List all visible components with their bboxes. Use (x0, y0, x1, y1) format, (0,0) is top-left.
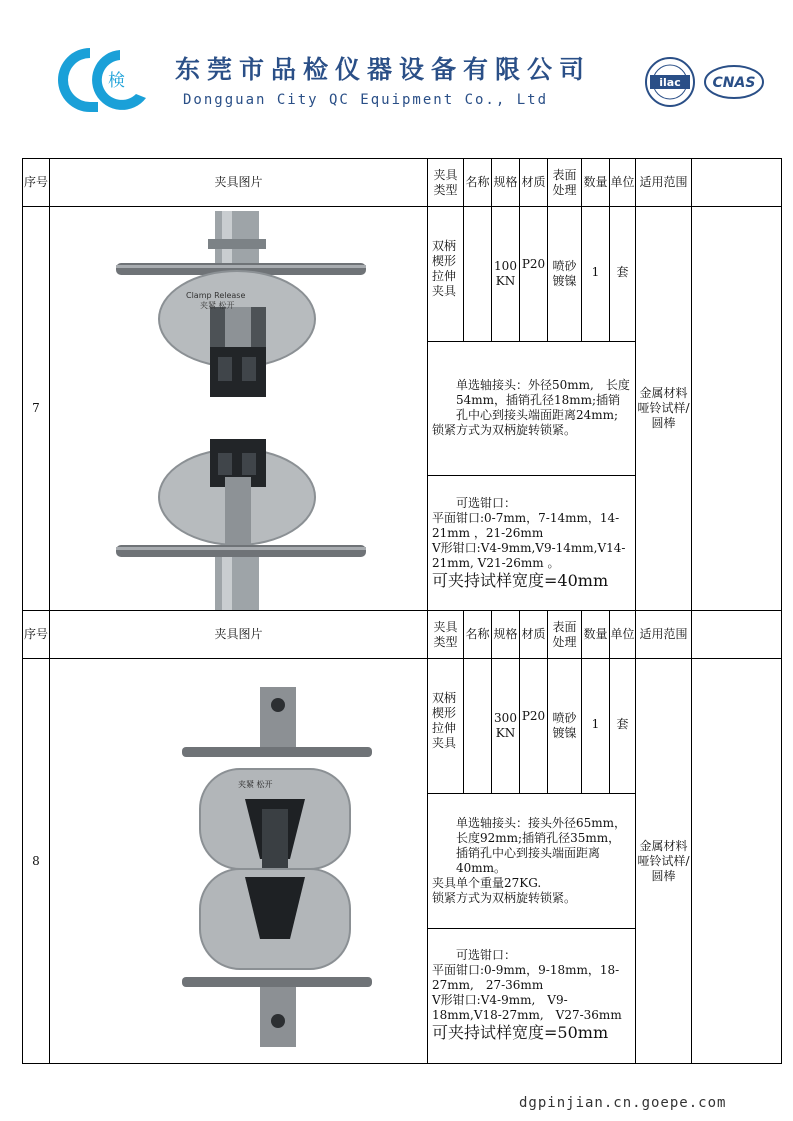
fixture-surface: 喷砂镀镍 (548, 207, 582, 342)
fixture-qty: 1 (582, 659, 610, 794)
fixture-spec (492, 207, 520, 342)
col-name-header: 名称 (464, 159, 492, 207)
connector-description: 单选轴接头：接头外径65mm，长度92mm;插销孔径35mm，插销孔中心到接头端面距离40mm。 夹具单个重量27KG. 锁紧方式为双柄旋转锁紧。 (428, 794, 636, 928)
col-unit-header: 单位 (610, 159, 636, 207)
svg-text:Clamp Release: Clamp Release (186, 291, 246, 300)
svg-text:品: 品 (72, 73, 89, 93)
fixture-unit: 套 (610, 207, 636, 342)
col-photo-header: 夹具图片 (50, 611, 428, 659)
fixture-unit: 套 (610, 659, 636, 794)
table-row (23, 659, 782, 794)
wedge-grip-300kn-image (50, 659, 428, 1063)
col-qty-header: 数量 (582, 611, 610, 659)
spec-unit: KN (495, 274, 516, 288)
footer-url: dgpinjian.cn.goepe.com (519, 1095, 727, 1111)
company-name-cn: 东莞市品检仪器设备有限公司 (175, 55, 592, 84)
spec-value: 100 (494, 259, 517, 273)
table-header-row (23, 611, 782, 659)
jaw-description: 可选钳口： 平面钳口:0-9mm，9-18mm，18-27mm, 27-36mm V形钳口:V4-9mm, V9-18mm,V18-27mm, V27-36mm 可夹持试样宽度=50mm (428, 928, 636, 1063)
fixture-qty: 1 (582, 207, 610, 342)
spec-value: 300 (494, 711, 517, 725)
fixture-range: 金属材料哑铃试样/圆棒 (636, 659, 692, 1064)
col-index-header: 序号 (23, 159, 50, 207)
col-range-header: 适用范围 (636, 159, 692, 207)
spec-unit: KN (495, 726, 516, 740)
fixture-material: P20 (520, 659, 548, 794)
fixture-spec-table (22, 158, 782, 1064)
col-qty-header: 数量 (582, 159, 610, 207)
col-index-header: 序号 (23, 611, 50, 659)
fixture-photo (50, 659, 428, 1064)
col-photo-header: 夹具图片 (50, 159, 428, 207)
fixture-photo (50, 207, 428, 611)
fixture-name (464, 659, 492, 794)
col-unit-header: 单位 (610, 611, 636, 659)
fixture-spec (492, 659, 520, 794)
col-blank-header (692, 611, 782, 659)
connector-description: 单选轴接头：外径50mm, 长度54mm，插销孔径18mm;插销孔中心到接头端面距离24mm; 锁紧方式为双柄旋转锁紧。 (428, 341, 636, 476)
fixture-surface: 喷砂镀镍 (548, 659, 582, 794)
fixture-material: P20 (520, 207, 548, 342)
row-index: 8 (23, 659, 50, 1064)
company-name-en: Dongguan City QC Equipment Co., Ltd (183, 92, 549, 108)
col-material-header: 材质 (520, 611, 548, 659)
blank-cell (692, 207, 782, 611)
col-type-header: 夹具类型 (428, 159, 464, 207)
col-range-header: 适用范围 (636, 611, 692, 659)
fixture-name (464, 207, 492, 342)
svg-text:夹紧 松开: 夹紧 松开 (238, 780, 273, 789)
cnas-logo-icon (703, 62, 765, 102)
fixture-type: 双柄楔形拉伸夹具 (428, 659, 464, 794)
col-blank-header (692, 159, 782, 207)
col-spec-header: 规格 (492, 159, 520, 207)
col-surface-header: 表面处理 (548, 159, 582, 207)
fixture-type: 双柄楔形拉伸夹具 (428, 207, 464, 342)
col-spec-header: 规格 (492, 611, 520, 659)
svg-text:検: 検 (108, 71, 125, 91)
wedge-grip-100kn-image (50, 207, 428, 610)
ilac-logo-icon (644, 56, 696, 108)
table-row (23, 207, 782, 342)
col-type-header: 夹具类型 (428, 611, 464, 659)
company-logo-icon (50, 40, 150, 120)
svg-text:夹紧 松开: 夹紧 松开 (200, 301, 235, 310)
fixture-range: 金属材料哑铃试样/圆棒 (636, 207, 692, 611)
table-header-row (23, 159, 782, 207)
blank-cell (692, 659, 782, 1064)
col-surface-header: 表面处理 (548, 611, 582, 659)
svg-text:CNAS: CNAS (712, 75, 756, 91)
col-name-header: 名称 (464, 611, 492, 659)
svg-text:ilac: ilac (659, 76, 681, 89)
jaw-description: 可选钳口： 平面钳口:0-7mm，7-14mm，14-21mm ，21-26mm V形钳口:V4-9mm,V9-14mm,V14-21mm, V21-26mm 。 可夹持试样宽度=40mm (428, 476, 636, 611)
col-material-header: 材质 (520, 159, 548, 207)
page-header (0, 0, 793, 150)
row-index: 7 (23, 207, 50, 611)
